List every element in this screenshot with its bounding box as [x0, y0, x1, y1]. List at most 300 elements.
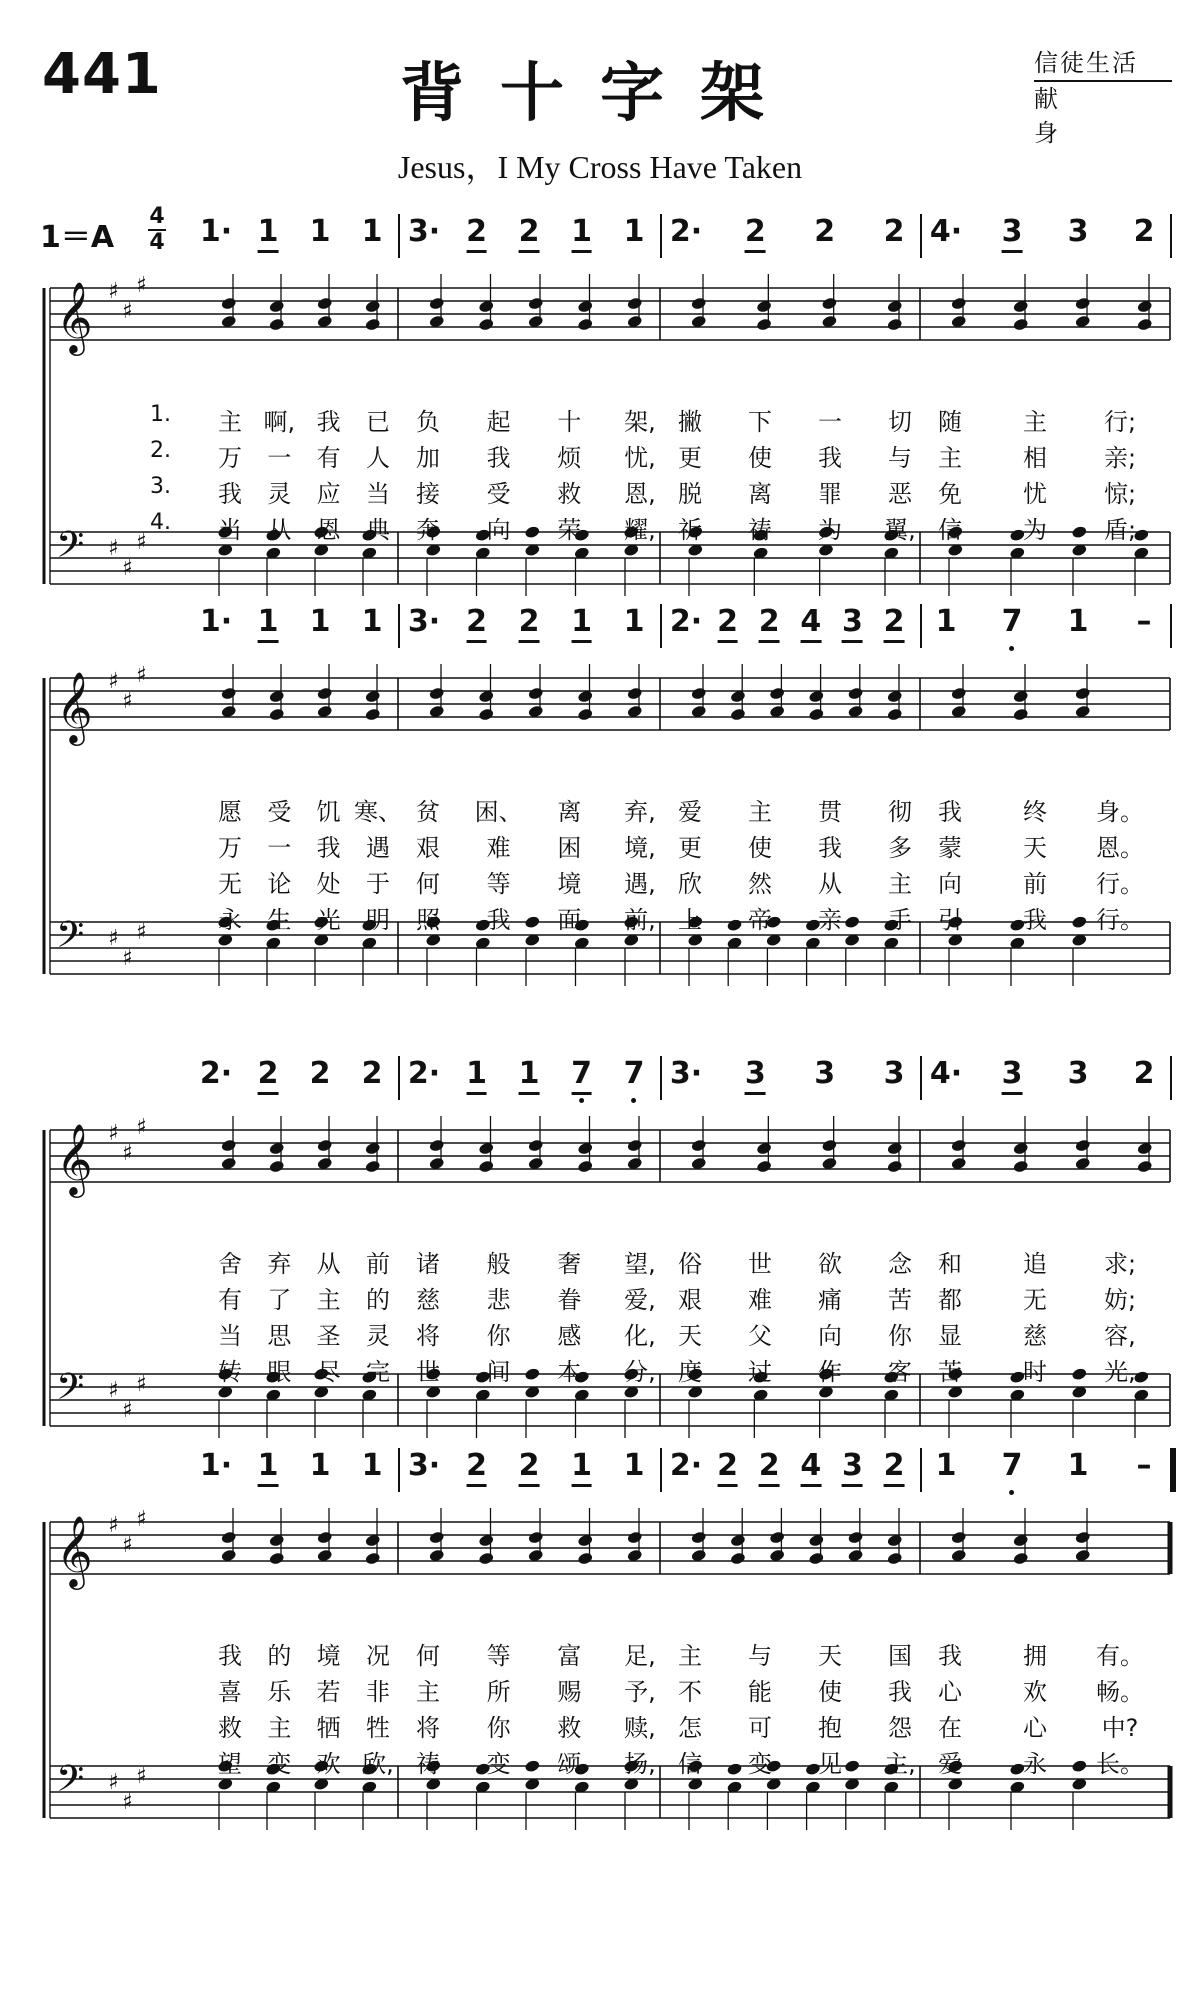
note-head [527, 686, 544, 700]
hymn-number: 441 [42, 42, 162, 107]
jianpu-note: 1 [309, 214, 331, 249]
lyric-syllable: 你 [888, 1322, 912, 1350]
jianpu-note: 4 [800, 604, 821, 639]
jianpu-note: 3· [407, 1448, 441, 1483]
lyric-syllable: 俗 [678, 1250, 702, 1278]
lyric-syllable: 从 [818, 870, 842, 898]
sharp-icon: ♯ [122, 689, 133, 714]
lyric-syllable: 然 [748, 870, 772, 898]
lyric-syllable: 怎 [678, 1714, 702, 1742]
lyric-syllable: 行。 [1096, 906, 1144, 934]
lyric-syllable: 向 [938, 870, 962, 898]
note-head [428, 686, 445, 700]
jianpu-note: 2 [814, 214, 836, 249]
lyric-syllable: 饥 [316, 798, 341, 826]
jianpu-note: – [1136, 1448, 1152, 1483]
subcategory-label: 献身 [1034, 85, 1122, 147]
underline-mark [519, 1484, 540, 1487]
sharp-icon: ♯ [136, 1507, 147, 1532]
jianpu-note: 1 [623, 214, 645, 249]
sharp-icon: ♯ [122, 946, 133, 971]
lyric-syllable: 终 [1023, 798, 1047, 826]
lyric-syllable: 尽 [316, 1358, 341, 1386]
note-head [268, 1159, 285, 1173]
note-head [527, 296, 544, 310]
jianpu-barline [1170, 1448, 1176, 1492]
note-head [950, 1530, 967, 1544]
lyric-syllable: 万 [218, 444, 242, 472]
lyric-syllable: 处 [316, 870, 341, 898]
lyric-syllable: 况 [366, 1642, 390, 1670]
underline-mark [884, 1484, 905, 1487]
lyric-syllable: 有。 [1096, 1642, 1144, 1670]
treble-staff [50, 273, 1170, 356]
lyric-syllable: 无 [1023, 1286, 1047, 1314]
low-octave-dot [1010, 1490, 1015, 1495]
lyric-syllable: 转 [218, 1358, 242, 1386]
jianpu-note: 2· [669, 604, 703, 639]
jianpu-note: 4· [929, 1056, 963, 1091]
lyric-syllable: 了 [267, 1286, 292, 1314]
lyric-syllable: 架, [624, 408, 656, 436]
note-head [1074, 1138, 1091, 1152]
lyric-syllable: 主 [748, 798, 772, 826]
lyric-syllable: 我 [486, 906, 511, 934]
lyric-syllable: 可 [748, 1714, 772, 1742]
underline-mark [519, 250, 540, 253]
lyric-syllable: 有 [316, 444, 341, 472]
note-head [316, 296, 333, 310]
jianpu-note: 2 [884, 1448, 905, 1483]
lyric-syllable: 我 [818, 444, 842, 472]
jianpu-note: 1 [519, 1056, 540, 1091]
jianpu-note: 1· [199, 1448, 233, 1483]
lyric-syllable: 加 [416, 444, 440, 472]
note-head [364, 317, 381, 331]
jianpu-note: 1 [309, 604, 331, 639]
underline-mark [466, 250, 487, 253]
low-octave-dot [1010, 646, 1015, 651]
underline-mark [759, 1484, 780, 1487]
lyric-syllable: 使 [748, 444, 772, 472]
underline-mark [800, 1484, 821, 1487]
lyric-syllable: 爱, [624, 1286, 656, 1314]
lyric-syllable: 离 [748, 480, 772, 508]
jianpu-barline [920, 214, 922, 258]
lyric-syllable: 长。 [1096, 1750, 1144, 1778]
lyric-syllable: 心 [1023, 1714, 1047, 1742]
underline-mark [519, 1092, 540, 1095]
lyric-line [0, 436, 1200, 472]
underline-mark [717, 1484, 738, 1487]
note-head [316, 686, 333, 700]
lyric-syllable: 牲 [366, 1714, 390, 1742]
jianpu-barline [398, 1056, 400, 1100]
lyric-syllable: 变 [486, 1750, 511, 1778]
lyric-syllable: 予, [624, 1678, 656, 1706]
lyric-syllable: 在 [938, 1714, 962, 1742]
jianpu-note: 2· [199, 1056, 233, 1091]
lyric-syllable: 翼, [884, 516, 916, 544]
lyric-syllable: 从 [316, 1250, 341, 1278]
note-head [808, 707, 825, 721]
lyric-syllable: 天 [818, 1642, 842, 1670]
sharp-icon: ♯ [122, 1398, 133, 1423]
note-head [730, 1551, 747, 1565]
lyric-syllable: 我 [938, 798, 962, 826]
jianpu-note: 3 [1067, 214, 1089, 249]
lyric-syllable: 典 [366, 516, 390, 544]
lyric-syllable: 望, [624, 1250, 656, 1278]
note-head [428, 1530, 445, 1544]
lyric-syllable: 作 [818, 1358, 842, 1386]
jianpu-barline [1170, 214, 1172, 258]
lyric-syllable: 我 [1023, 906, 1047, 934]
note-head [577, 317, 594, 331]
lyric-syllable: 贯 [818, 798, 842, 826]
note-head [730, 707, 747, 721]
underline-mark [258, 1092, 279, 1095]
jianpu-note: 2 [759, 1448, 780, 1483]
lyric-syllable: 接 [416, 480, 440, 508]
lyric-syllable: 弃 [267, 1250, 292, 1278]
note-head [1074, 686, 1091, 700]
lyric-line [0, 1278, 1200, 1314]
note-head [428, 1138, 445, 1152]
lyric-syllable: 亲 [818, 906, 842, 934]
verse-number: 3. [150, 474, 171, 499]
jianpu-note: 3 [842, 1448, 863, 1483]
lyric-syllable: 我 [938, 1642, 962, 1670]
note-head [769, 686, 786, 700]
lyric-syllable: 随 [938, 408, 962, 436]
lyric-syllable: 足, [624, 1642, 656, 1670]
lyric-syllable: 艰 [678, 1286, 702, 1314]
lyric-syllable: 中? [1101, 1714, 1139, 1742]
treble-staff [50, 1115, 1170, 1198]
lyric-syllable: 上 [678, 906, 702, 934]
lyric-line [0, 1742, 1200, 1778]
sharp-icon: ♯ [108, 1513, 119, 1538]
jianpu-note: 2 [759, 604, 780, 639]
lyric-syllable: 救 [557, 480, 582, 508]
note-head [478, 707, 495, 721]
verse-number: 1. [150, 402, 171, 427]
lyric-syllable: 弃, [624, 798, 656, 826]
sharp-icon: ♯ [108, 926, 119, 951]
jianpu-note: 2 [717, 1448, 738, 1483]
lyric-syllable: 恩 [316, 516, 341, 544]
sharp-icon: ♯ [122, 1533, 133, 1558]
lyric-syllable: 赎, [624, 1714, 656, 1742]
note-head [886, 707, 903, 721]
lyric-syllable: 苦 [888, 1286, 912, 1314]
lyric-syllable: 和 [938, 1250, 962, 1278]
lyric-syllable: 怨 [888, 1714, 912, 1742]
sharp-icon: ♯ [108, 1121, 119, 1146]
lyric-syllable: 感 [557, 1322, 582, 1350]
jianpu-barline [398, 214, 400, 258]
lyric-line [0, 400, 1200, 436]
note-head [478, 317, 495, 331]
lyric-syllable: 时 [1023, 1358, 1047, 1386]
lyric-syllable: 多 [888, 834, 912, 862]
jianpu-note: 2 [309, 1056, 331, 1091]
note-head [626, 1530, 643, 1544]
lyric-syllable: 撇 [678, 408, 702, 436]
lyric-syllable: 奔 [416, 516, 440, 544]
lyric-syllable: 过 [748, 1358, 772, 1386]
jianpu-note: 7 [1002, 1448, 1023, 1483]
lyric-syllable: 免 [938, 480, 962, 508]
time-top: 4 [149, 204, 165, 229]
underline-mark [745, 250, 766, 253]
lyric-syllable: 思 [267, 1322, 292, 1350]
jianpu-note: 2 [519, 604, 540, 639]
lyric-syllable: 主 [678, 1642, 702, 1670]
lyric-syllable: 蒙 [938, 834, 962, 862]
lyric-line [0, 1706, 1200, 1742]
underline-mark [842, 1484, 863, 1487]
lyric-syllable: 将 [416, 1322, 440, 1350]
lyric-syllable: 主 [218, 408, 242, 436]
lyric-syllable: 的 [267, 1642, 292, 1670]
lyric-syllable: 耀, [624, 516, 656, 544]
jianpu-note: 2 [519, 214, 540, 249]
lyric-syllable: 境 [557, 870, 582, 898]
lyric-syllable: 遇 [366, 834, 390, 862]
note-head [268, 707, 285, 721]
lyric-syllable: 向 [818, 1322, 842, 1350]
underline-mark [717, 640, 738, 643]
lyric-syllable: 永 [1023, 1750, 1047, 1778]
lyric-syllable: 彻 [888, 798, 912, 826]
lyric-syllable: 我 [218, 480, 242, 508]
note-head [268, 317, 285, 331]
underline-mark [466, 1092, 487, 1095]
lyric-syllable: 受 [267, 798, 292, 826]
lyric-syllable: 与 [888, 444, 912, 472]
lyric-syllable: 天 [678, 1322, 702, 1350]
lyric-syllable: 万 [218, 834, 242, 862]
lyric-syllable: 光, [1104, 1358, 1136, 1386]
lyric-syllable: 主 [938, 444, 962, 472]
note-head [1074, 1530, 1091, 1544]
sharp-icon: ♯ [122, 1790, 133, 1815]
category-label: 信徒生活 [1034, 46, 1172, 82]
lyric-line [0, 1634, 1200, 1670]
lyric-syllable: 望 [218, 1750, 242, 1778]
lyric-syllable: 前, [624, 906, 656, 934]
lyric-syllable: 境, [624, 834, 656, 862]
note-head [847, 1530, 864, 1544]
note-head [1012, 317, 1029, 331]
lyric-syllable: 愿 [218, 798, 242, 826]
lyric-syllable: 求; [1103, 1250, 1137, 1278]
note-head [626, 296, 643, 310]
lyric-syllable: 我 [888, 1678, 912, 1706]
lyric-syllable: 为 [818, 516, 842, 544]
sharp-icon: ♯ [136, 530, 147, 555]
lyric-syllable: 非 [366, 1678, 390, 1706]
lyric-syllable: 论 [267, 870, 292, 898]
lyric-syllable: 能 [748, 1678, 772, 1706]
underline-mark [1002, 1092, 1023, 1095]
lyric-line [0, 472, 1200, 508]
jianpu-note: 4 [800, 1448, 821, 1483]
note-head [577, 1551, 594, 1565]
lyric-syllable: 切 [888, 408, 912, 436]
note-head [690, 1138, 707, 1152]
lyric-syllable: 度 [678, 1358, 702, 1386]
lyric-syllable: 般 [486, 1250, 511, 1278]
note-head [364, 707, 381, 721]
lyric-syllable: 容, [1104, 1322, 1136, 1350]
jianpu-note: 3 [842, 604, 863, 639]
lyric-syllable: 盾; [1103, 516, 1137, 544]
lyric-syllable: 困、 [474, 798, 523, 826]
jianpu-note: 4· [929, 214, 963, 249]
note-head [478, 1551, 495, 1565]
jianpu-note: 1· [199, 604, 233, 639]
lyric-syllable: 主 [1023, 408, 1047, 436]
jianpu-note: 1 [361, 214, 383, 249]
lyric-syllable: 赐 [557, 1678, 582, 1706]
jianpu-note: 2 [258, 1056, 279, 1091]
note-head [1136, 317, 1153, 331]
jianpu-barline [1170, 1056, 1172, 1100]
lyric-syllable: 我 [316, 834, 341, 862]
sharp-icon: ♯ [136, 273, 147, 298]
jianpu-note: – [1136, 604, 1152, 639]
lyric-syllable: 诸 [416, 1250, 440, 1278]
lyric-line [0, 862, 1200, 898]
note-head [364, 1159, 381, 1173]
jianpu-note: 1 [935, 604, 957, 639]
sharp-icon: ♯ [136, 920, 147, 945]
note-head [821, 296, 838, 310]
lyric-syllable: 都 [938, 1286, 962, 1314]
lyric-syllable: 贫 [416, 798, 440, 826]
note-head [220, 1530, 237, 1544]
lyric-syllable: 从 [267, 516, 292, 544]
lyric-line [0, 898, 1200, 934]
lyric-syllable: 寒、 [354, 798, 402, 826]
note-head [316, 1530, 333, 1544]
jianpu-note: 1 [466, 1056, 487, 1091]
lyric-line [0, 826, 1200, 862]
lyric-syllable: 慈 [416, 1286, 440, 1314]
lyric-syllable: 应 [316, 480, 341, 508]
lyric-syllable: 我 [218, 1642, 242, 1670]
sharp-icon: ♯ [122, 556, 133, 581]
lyric-syllable: 境 [316, 1642, 341, 1670]
lyric-syllable: 欢 [1023, 1678, 1047, 1706]
note-head [690, 686, 707, 700]
note-head [527, 1138, 544, 1152]
lyric-syllable: 相 [1023, 444, 1047, 472]
key-signature-text: 1＝A [40, 220, 115, 255]
underline-mark [842, 640, 863, 643]
note-head [316, 1138, 333, 1152]
lyric-syllable: 十 [557, 408, 582, 436]
note-head [950, 296, 967, 310]
lyric-syllable: 亲; [1103, 444, 1137, 472]
jianpu-note: 1· [199, 214, 233, 249]
jianpu-note: 1 [361, 604, 383, 639]
jianpu-note: 3· [669, 1056, 703, 1091]
lyric-syllable: 罪 [818, 480, 842, 508]
treble-clef-icon: 𝄞 [56, 670, 93, 743]
sharp-icon: ♯ [108, 669, 119, 694]
lyric-syllable: 惊; [1103, 480, 1137, 508]
lyric-syllable: 主 [416, 1678, 440, 1706]
sharp-icon: ♯ [136, 1372, 147, 1397]
note-head [847, 686, 864, 700]
lyric-line [0, 508, 1200, 544]
lyric-syllable: 欢 [316, 1750, 341, 1778]
jianpu-note: 1 [361, 1448, 383, 1483]
note-head [769, 1530, 786, 1544]
lyric-syllable: 艰 [416, 834, 440, 862]
lyric-syllable: 见 [818, 1750, 842, 1778]
lyric-line [0, 790, 1200, 826]
jianpu-note: 1 [623, 1448, 645, 1483]
jianpu-note: 2 [1133, 214, 1155, 249]
lyric-syllable: 若 [316, 1678, 341, 1706]
lyric-syllable: 向 [486, 516, 511, 544]
lyric-syllable: 扬, [624, 1750, 656, 1778]
lyric-syllable: 前 [1023, 870, 1047, 898]
jianpu-note: 3 [1002, 1056, 1023, 1091]
lyric-syllable: 眼 [267, 1358, 292, 1386]
lyric-line [0, 1242, 1200, 1278]
low-octave-dot [579, 1098, 584, 1103]
jianpu-note: 2 [745, 214, 766, 249]
lyric-syllable: 舍 [218, 1250, 242, 1278]
lyric-syllable: 你 [486, 1322, 511, 1350]
lyric-syllable: 所 [486, 1678, 511, 1706]
note-head [886, 317, 903, 331]
underline-mark [466, 640, 487, 643]
lyric-syllable: 世 [748, 1250, 772, 1278]
bass-clef-icon: 𝄢 [56, 1366, 85, 1417]
lyric-syllable: 负 [416, 408, 440, 436]
sharp-icon: ♯ [108, 279, 119, 304]
lyric-syllable: 我 [486, 444, 511, 472]
jianpu-note: 7 [624, 1056, 645, 1091]
treble-staff [50, 1507, 1170, 1590]
lyric-syllable: 完 [366, 1358, 390, 1386]
lyric-syllable: 主 [267, 1714, 292, 1742]
lyric-syllable: 烦 [557, 444, 582, 472]
underline-mark [800, 640, 821, 643]
sharp-icon: ♯ [108, 1770, 119, 1795]
lyric-syllable: 眷 [557, 1286, 582, 1314]
note-head [527, 1530, 544, 1544]
lyric-syllable: 下 [748, 408, 772, 436]
treble-clef-icon: 𝄞 [56, 280, 93, 353]
lyric-syllable: 难 [486, 834, 511, 862]
note-head [577, 1159, 594, 1173]
lyric-syllable: 于 [366, 870, 390, 898]
underline-mark [519, 640, 540, 643]
jianpu-note: 1 [309, 1448, 331, 1483]
note-head [756, 1159, 773, 1173]
jianpu-note: 2· [669, 1448, 703, 1483]
lyric-syllable: 颂 [557, 1750, 582, 1778]
lyric-syllable: 当 [218, 1322, 242, 1350]
